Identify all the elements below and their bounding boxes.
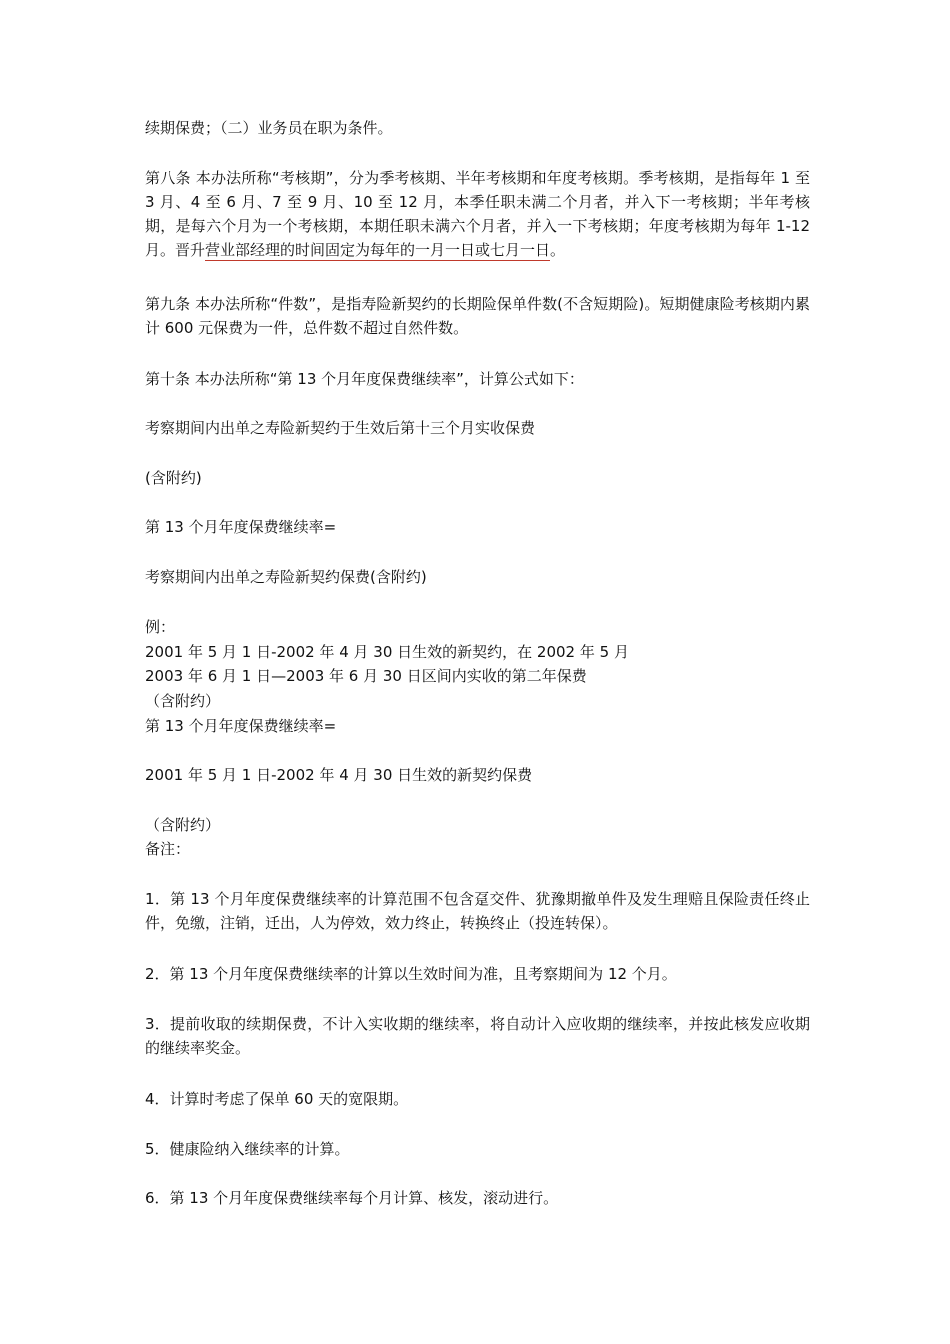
notes-label: 备注： (145, 840, 191, 858)
note-5: 5．健康险纳入继续率的计算。 (145, 1140, 350, 1158)
example-line-2: 2003 年 6 月 1 日—2003 年 6 月 30 日区间内实收的第二年保费 (145, 667, 587, 685)
example-denominator: 2001 年 5 月 1 日-2002 年 4 月 30 日生效的新契约保费 (145, 766, 533, 784)
article-9: 第九条 本办法所称“件数”，是指寿险新契约的长期险保单件数(不含短期险)。短期健康险考核期内累计 600 元保费为一件，总件数不超过自然件数。 (145, 295, 810, 337)
formula-denominator: 考察期间内出单之寿险新契约保费(含附约) (145, 568, 427, 586)
paragraph-continuation: 续期保费；（二）业务员在职为条件。 (145, 119, 393, 137)
example-line-3: （含附约） (145, 692, 221, 710)
underlined-text: 营业部经理的时间固定为每年的一月一日或七月一日 (205, 241, 551, 259)
note-3: 3．提前收取的续期保费，不计入实收期的继续率，将自动计入应收期的继续率，并按此核发应收期的继续率奖金。 (145, 1015, 810, 1057)
formula-lhs: 第 13 个月年度保费继续率= (145, 518, 337, 536)
note-4: 4．计算时考虑了保单 60 天的宽限期。 (145, 1090, 409, 1108)
example-lhs: 第 13 个月年度保费继续率= (145, 717, 337, 735)
example-line-1: 2001 年 5 月 1 日-2002 年 4 月 30 日生效的新契约，在 2002 年 5 月 (145, 643, 629, 661)
formula-numerator: 考察期间内出单之寿险新契约于生效后第十三个月实收保费 (145, 419, 536, 437)
example-label: 例： (145, 618, 176, 636)
article-10: 第十条 本办法所称“第 13 个月年度保费继续率”，计算公式如下： (145, 370, 584, 388)
formula-numerator-note: (含附约) (145, 469, 202, 487)
article-8-text: 第八条 本办法所称“考核期”，分为季考核期、半年考核期和年度考核期。季考核期，是指每年 1 至 3 月、4 至 6 月、7 至 9 月、10 至 12 月，本季任职未满二个月者，并入下一考核期；半年考核期，是每六个月为一个考核期，本期任职未满六个月者，并入一下考核期；年度考核期为每年 1-12 月。晋升 (145, 169, 810, 259)
article-8 (145, 166, 810, 262)
note-1: 1．第 13 个月年度保费继续率的计算范围不包含趸交件、犹豫期撤单件及发生理赔且保险责任终止件，免缴，注销，迁出，人为停效，效力终止，转换终止（投连转保）。 (145, 890, 810, 932)
note-6: 6．第 13 个月年度保费继续率每个月计算、核发，滚动进行。 (145, 1189, 559, 1207)
article-8-tail: 。 (550, 241, 566, 259)
example-denominator-note: （含附约） (145, 816, 221, 834)
note-2: 2．第 13 个月年度保费继续率的计算以生效时间为准，且考察期间为 12 个月。 (145, 965, 677, 983)
